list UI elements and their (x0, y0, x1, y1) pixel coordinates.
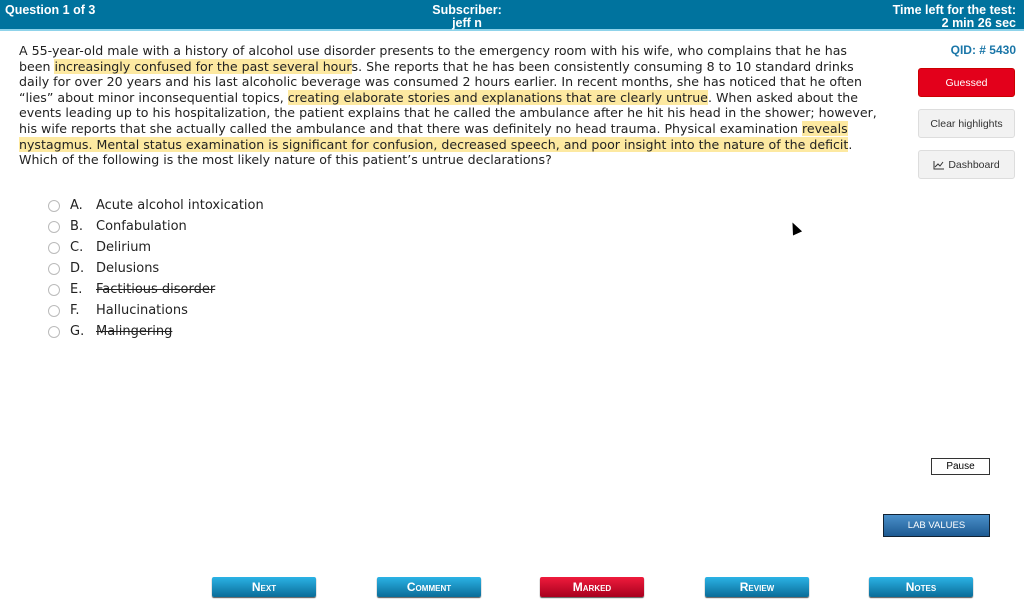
review-button[interactable]: Review (705, 577, 809, 597)
subscriber-name: jeff n (452, 16, 482, 30)
choice-text[interactable]: Acute alcohol intoxication (96, 198, 264, 213)
answer-choice-f[interactable] (48, 300, 264, 321)
question-stem[interactable] (19, 43, 881, 168)
answer-choice-e[interactable] (48, 279, 264, 300)
highlighted-text: creating elaborate stories and explanations that are clearly untrue (287, 89, 708, 105)
answer-choice-d[interactable] (48, 258, 264, 279)
comment-button[interactable]: Comment (377, 577, 481, 597)
answer-choices (48, 195, 264, 342)
choice-letter: C. (70, 240, 84, 255)
choice-letter: D. (70, 261, 85, 276)
question-counter: Question 1 of 3 (5, 3, 96, 17)
choice-text[interactable]: Malingering (96, 324, 173, 339)
timer-label: Time left for the test: (892, 3, 1016, 17)
choice-letter: E. (70, 282, 83, 297)
answer-choice-a[interactable] (48, 195, 264, 216)
answer-choice-c[interactable] (48, 237, 264, 258)
radio-button[interactable] (48, 284, 60, 296)
radio-button[interactable] (48, 242, 60, 254)
question-text: . Which of the following is the most likely nature of this patient’s untrue declarations? (19, 136, 853, 168)
guessed-button[interactable]: Guessed (918, 68, 1015, 97)
dashboard-button[interactable] (918, 150, 1015, 179)
choice-text[interactable]: Confabulation (96, 219, 187, 234)
timer-value: 2 min 26 sec (941, 16, 1016, 30)
chart-line-icon (933, 160, 945, 170)
radio-button[interactable] (48, 305, 60, 317)
choice-text[interactable]: Hallucinations (96, 303, 188, 318)
subscriber-label: Subscriber: (432, 3, 502, 17)
choice-text[interactable]: Factitious disorder (96, 282, 216, 297)
choice-letter: G. (70, 324, 85, 339)
radio-button[interactable] (48, 200, 60, 212)
highlighted-text: increasingly confused for the past several hour (54, 58, 352, 74)
radio-button[interactable] (48, 263, 60, 275)
choice-letter: A. (70, 198, 83, 213)
marked-button[interactable]: Marked (540, 577, 644, 597)
question-text: s. She reports that he has been consistently consuming 8 to 10 standard drinks daily for over 20 years and his last alcoholic beverage was consumed 2 hours earlier. In recent months, she has noticed that he often “lies” about minor inconsequential topics, (19, 58, 862, 105)
choice-text[interactable]: Delirium (96, 240, 152, 255)
radio-button[interactable] (48, 221, 60, 233)
notes-button[interactable]: Notes (869, 577, 973, 597)
answer-choice-b[interactable] (48, 216, 264, 237)
timer (893, 4, 1016, 30)
answer-choice-g[interactable] (48, 321, 264, 342)
pause-button[interactable]: Pause (931, 458, 990, 475)
clear-highlights-button[interactable]: Clear highlights (918, 109, 1015, 138)
mouse-cursor-icon (788, 220, 802, 235)
question-text: A 55-year-old male with a history of alcohol use disorder presents to the emergency room with his wife, who complains that he has been (19, 43, 847, 74)
radio-button[interactable] (48, 326, 60, 338)
next-button[interactable]: Next (212, 577, 316, 597)
dashboard-label: Dashboard (948, 158, 1000, 171)
lab-values-button[interactable]: LAB VALUES (883, 514, 990, 537)
top-bar (0, 0, 1024, 31)
choice-letter: F. (70, 303, 80, 318)
highlighted-text: reveals nystagmus. Mental status examination is significant for confusion, decreased speech, and poor insight into the nature of the deficit (19, 120, 849, 152)
question-id: QID: # 5430 (950, 43, 1016, 57)
choice-letter: B. (70, 219, 84, 234)
question-text: . When asked about the events leading up to his hospitalization, the patient explains that he called the ambulance after he hit his head in the shower; however, his wife reports that she actually called the ambulance and that there was definitely no head trauma. Physical examination (19, 89, 877, 136)
subscriber-info (0, 4, 934, 30)
choice-text[interactable]: Delusions (96, 261, 160, 276)
